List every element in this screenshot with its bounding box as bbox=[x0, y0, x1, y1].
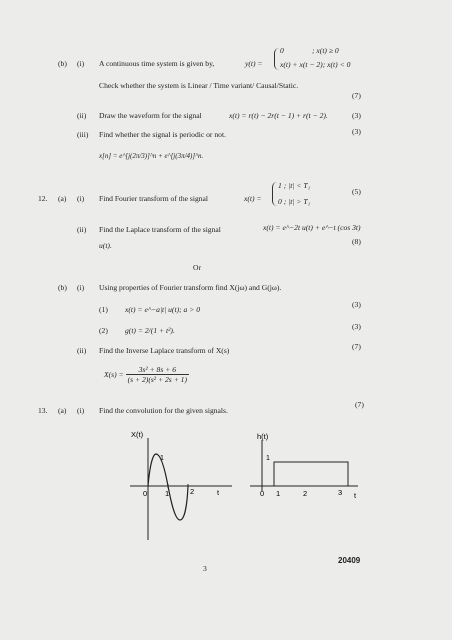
xs-numerator: 3s² + 8s + 6 bbox=[126, 365, 189, 375]
q11b-iii-marks: (3) bbox=[352, 127, 361, 136]
q13a-i-label: (i) bbox=[77, 406, 85, 415]
q13-number: 13. bbox=[38, 406, 48, 415]
or-separator: Or bbox=[193, 263, 202, 272]
q12b-sub1-label: (1) bbox=[99, 305, 108, 314]
q11b-iii-text: Find whether the signal is periodic or not. bbox=[99, 130, 226, 139]
graph-h-tick-label-2: 2 bbox=[303, 489, 308, 498]
graph-x-tick-label-1: 1 bbox=[165, 489, 170, 498]
graph-h-title: h(t) bbox=[257, 432, 269, 441]
xs-denominator: (s + 2)(s² + 2s + 1) bbox=[127, 375, 188, 384]
q13a-label: (a) bbox=[58, 406, 67, 415]
q11b-i-text: A continuous time system is given by, bbox=[99, 59, 215, 68]
q11b-check-text: Check whether the system is Linear / Time variant/ Causal/Static. bbox=[99, 81, 299, 90]
graph-x-tick-label-0: 0 bbox=[143, 489, 148, 498]
graph-h-tick-label-1: 1 bbox=[276, 489, 281, 498]
q12a-i-label: (i) bbox=[77, 194, 85, 203]
graph-h-axis-label: t bbox=[354, 491, 357, 500]
q11b-ii-marks: (3) bbox=[352, 111, 361, 120]
q12a-ii-expr: x(t) = e^−2t u(t) + e^−t (cos 3t) bbox=[263, 223, 361, 232]
q11b-brace bbox=[274, 48, 279, 70]
q11b-label: (b) bbox=[58, 59, 67, 68]
q12a-ii-expr-cont: u(t). bbox=[99, 241, 112, 250]
graph-h bbox=[240, 428, 365, 503]
q11b-case1-cond: ; x(t) ≥ 0 bbox=[312, 46, 339, 55]
q12a-i-text: Find Fourier transform of the signal bbox=[99, 194, 209, 203]
q12a-case2: 0 ; |t| > T₁ bbox=[278, 197, 311, 206]
q12b-ii-label: (ii) bbox=[77, 346, 87, 355]
q12a-ii-marks: (8) bbox=[352, 237, 361, 246]
graph-x bbox=[120, 428, 235, 543]
graph-x-peak-label: 1 bbox=[160, 455, 164, 462]
graph-h-tick-label-3: 3 bbox=[338, 488, 343, 497]
q12b-sub2-marks: (3) bbox=[352, 322, 361, 331]
q13a-i-text: Find the convolution for the given signals. bbox=[99, 406, 228, 415]
q12b-sub1-expr: x(t) = e^−a|t| u(t); a > 0 bbox=[125, 305, 201, 314]
q11b-iii-label: (iii) bbox=[77, 130, 89, 139]
graph-x-title: X(t) bbox=[131, 430, 144, 439]
xs-lhs: X(s) = bbox=[104, 370, 124, 379]
q11b-i-marks: (7) bbox=[352, 91, 361, 100]
q11b-ii-expr: x(t) = r(t) − 2r(t − 1) + r(t − 2). bbox=[229, 111, 328, 120]
graph-h-pulse bbox=[274, 462, 348, 486]
q12b-label: (b) bbox=[58, 283, 67, 292]
q11b-iii-expr: x[n] = e^[j(2π/3)]^n + e^[j(3π/4)]^n. bbox=[99, 152, 204, 160]
q12a-case1: 1 ; |t| < T₁ bbox=[278, 181, 311, 190]
q11b-case2: x(t) + x(t − 2); x(t) < 0 bbox=[280, 60, 351, 69]
graph-x-tick-label-2: 2 bbox=[190, 487, 195, 496]
q12b-ii-text: Find the Inverse Laplace transform of X(s) bbox=[99, 346, 230, 355]
q11b-i-label: (i) bbox=[77, 59, 85, 68]
q12-number: 12. bbox=[38, 194, 48, 203]
q12a-lhs: x(t) = bbox=[244, 194, 262, 203]
q12b-sub2-label: (2) bbox=[99, 326, 108, 335]
q11b-ii-label: (ii) bbox=[77, 111, 87, 120]
graph-h-tick-label-0: 0 bbox=[260, 489, 265, 498]
q12b-i-text: Using properties of Fourier transform find X(jω) and G(jω). bbox=[99, 283, 282, 292]
xs-equation bbox=[104, 365, 189, 384]
q12b-sub1-marks: (3) bbox=[352, 300, 361, 309]
graph-h-amp-label: 1 bbox=[266, 455, 270, 462]
q11b-system-lhs: y(t) = bbox=[245, 59, 263, 68]
q12a-brace bbox=[272, 182, 277, 206]
q12a-ii-text: Find the Laplace transform of the signal bbox=[99, 225, 221, 234]
q12a-ii-label: (ii) bbox=[77, 225, 87, 234]
graph-x-axis-label: t bbox=[217, 488, 220, 497]
page-number: 3 bbox=[203, 564, 207, 573]
q12a-label: (a) bbox=[58, 194, 67, 203]
q13a-i-marks: (7) bbox=[355, 400, 364, 409]
q11b-ii-text: Draw the waveform for the signal bbox=[99, 111, 202, 120]
q12b-sub2-expr: g(t) = 2/(1 + t²). bbox=[125, 326, 175, 335]
paper-code: 20409 bbox=[338, 556, 361, 565]
q12b-i-label: (i) bbox=[77, 283, 85, 292]
xs-fraction bbox=[126, 365, 189, 384]
q11b-case1-expr: 0 bbox=[280, 46, 284, 55]
q12a-i-marks: (5) bbox=[352, 187, 361, 196]
q12b-ii-marks: (7) bbox=[352, 342, 361, 351]
